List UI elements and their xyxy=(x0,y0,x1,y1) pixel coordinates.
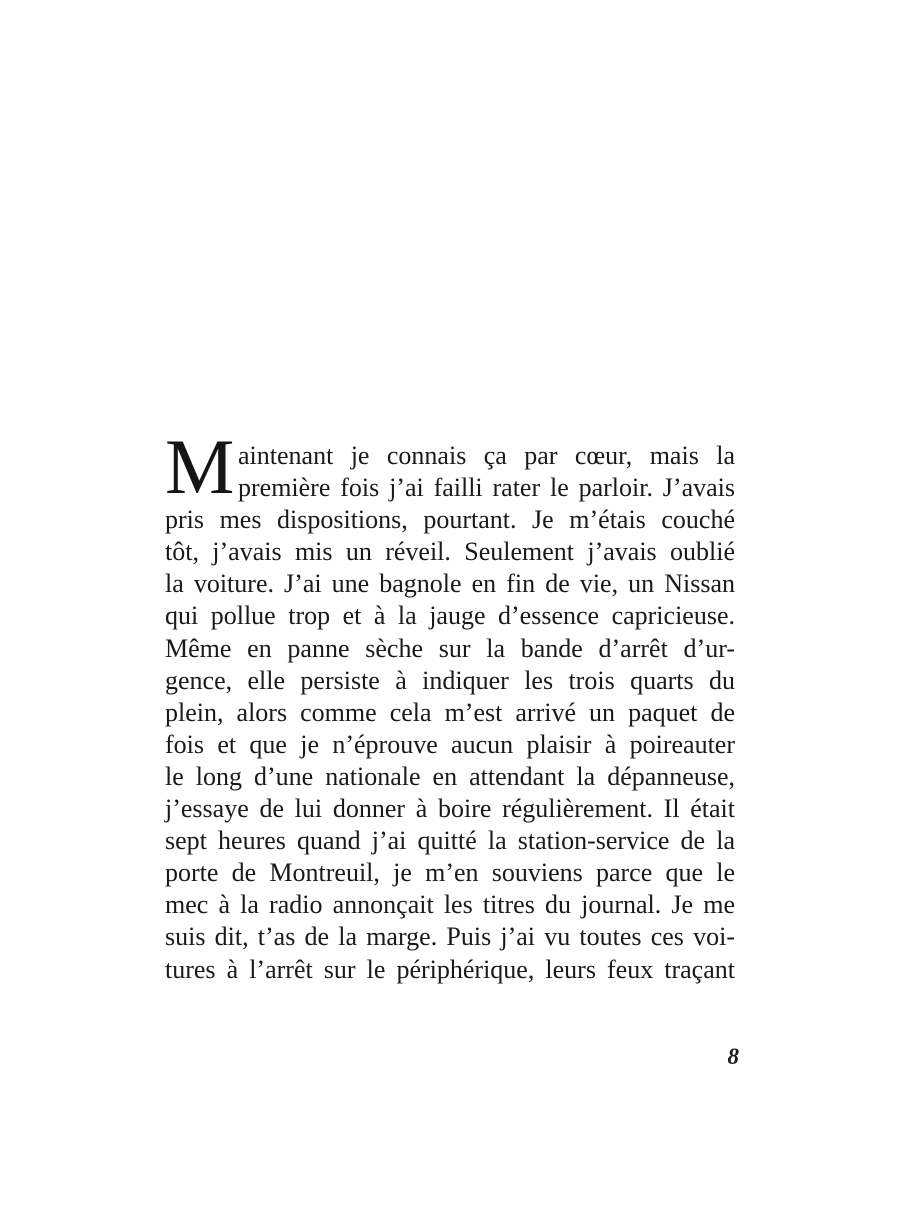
text-line: la voiture. J’ai une bagnole en fin de vie, un Nissan xyxy=(165,569,735,599)
text-line: j’essaye de lui donner à boire régulièrement. Il était xyxy=(165,794,735,824)
text-line: fois et que je n’éprouve aucun plaisir à poireauter xyxy=(165,729,735,759)
page-number: 8 xyxy=(727,1044,739,1069)
text-line: mec à la radio annonçait les titres du journal. Je me xyxy=(165,890,735,920)
text-line: plein, alors comme cela m’est arrivé un paquet de xyxy=(165,697,735,727)
text-line: pris mes dispositions, pourtant. Je m’étais couché xyxy=(165,505,735,535)
text-line: qui pollue trop et à la jauge d’essence capricieuse. xyxy=(165,601,735,631)
text-line: le long d’une nationale en attendant la dépanneuse, xyxy=(165,761,735,791)
text-line: gence, elle persiste à indiquer les trois quarts du xyxy=(165,665,735,695)
text-line: tures à l’arrêt sur le périphérique, leurs feux traçant xyxy=(165,954,735,984)
text-line: porte de Montreuil, je m’en souviens parce que le xyxy=(165,858,735,888)
text-line: Même en panne sèche sur la bande d’arrêt d’ur- xyxy=(165,633,735,663)
text-line: sept heures quand j’ai quitté la station-service de la xyxy=(165,826,735,856)
text-line: première fois j’ai failli rater le parloir. J’avais xyxy=(238,473,735,503)
text-line: aintenant je connais ça par cœur, mais la xyxy=(238,441,735,470)
text-line: suis dit, t’as de la marge. Puis j’ai vu toutes ces voi- xyxy=(165,922,735,952)
paragraph xyxy=(165,423,735,986)
text-line: tôt, j’avais mis un réveil. Seulement j’avais oublié xyxy=(165,537,735,567)
drop-cap: M xyxy=(165,423,235,510)
